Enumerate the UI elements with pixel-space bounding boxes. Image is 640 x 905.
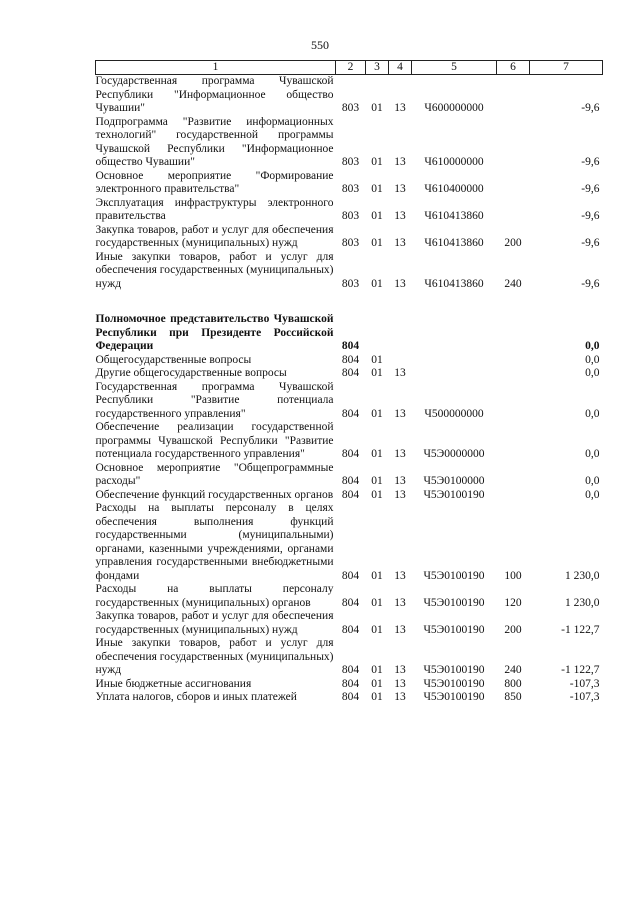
table-row bbox=[96, 421, 603, 462]
table-row bbox=[96, 691, 603, 705]
row-ministry-code: 804 bbox=[341, 448, 360, 460]
row-amount: -107,3 bbox=[569, 691, 600, 703]
row-section-code: 01 bbox=[371, 596, 383, 609]
row-ministry-code: 804 bbox=[341, 623, 360, 636]
row-amount: 0,0 bbox=[585, 488, 600, 501]
row-target-article: Ч610413860 bbox=[424, 237, 484, 249]
row-section-code: 01 bbox=[371, 367, 383, 379]
row-subsection-code bbox=[389, 354, 412, 368]
row-amount: 0,0 bbox=[585, 475, 600, 487]
row-name: Обеспечение реализации государственной программы Чувашской Республики "Развитие потенциала государственного управления" bbox=[95, 421, 334, 460]
row-name: Подпрограмма "Развитие информационных технологий" государственной программы Чувашской Республики "Информационное общество Чувашии" bbox=[95, 115, 334, 168]
row-ministry-code: 804 bbox=[341, 691, 360, 703]
row-ministry-code: 804 bbox=[341, 569, 360, 582]
row-section-code: 01 bbox=[371, 156, 383, 168]
row-section-code: 01 bbox=[371, 353, 383, 366]
row-subsection-code: 13 bbox=[394, 407, 406, 420]
column-header: 4 bbox=[389, 61, 412, 75]
row-subsection-code: 13 bbox=[394, 623, 406, 636]
table-row bbox=[96, 583, 603, 610]
row-subsection-code: 13 bbox=[394, 183, 406, 195]
row-expense-type bbox=[497, 75, 530, 116]
row-expense-type bbox=[497, 462, 530, 489]
row-subsection-code: 13 bbox=[394, 475, 406, 487]
row-expense-type bbox=[497, 170, 530, 197]
row-section-code: 01 bbox=[371, 488, 383, 501]
row-amount: 0,0 bbox=[585, 448, 600, 460]
row-expense-type bbox=[497, 313, 530, 354]
row-ministry-code: 804 bbox=[341, 367, 360, 379]
row-ministry-code: 803 bbox=[341, 277, 360, 290]
row-section-code: 01 bbox=[371, 407, 383, 420]
row-subsection-code: 13 bbox=[394, 210, 406, 222]
row-section-code: 01 bbox=[371, 664, 383, 676]
row-amount: -1 122,7 bbox=[561, 664, 600, 676]
row-ministry-code: 804 bbox=[341, 407, 360, 420]
row-name: Государственная программа Чувашской Республики "Информационное общество Чувашии" bbox=[95, 75, 334, 114]
table-row bbox=[96, 291, 603, 313]
row-name: Основное мероприятие "Формирование электронного правительства" bbox=[95, 169, 334, 195]
table-row bbox=[96, 224, 603, 251]
row-section-code: 01 bbox=[371, 691, 383, 703]
table-header bbox=[96, 61, 603, 75]
column-header: 7 bbox=[530, 61, 603, 75]
row-subsection-code: 13 bbox=[394, 156, 406, 168]
row-target-article: Ч5Э0100190 bbox=[423, 569, 485, 582]
row-name: Иные закупки товаров, работ и услуг для обеспечения государственных (муниципальных) нужд bbox=[95, 637, 334, 676]
row-amount: -1 122,7 bbox=[561, 623, 600, 636]
table-body bbox=[96, 75, 603, 705]
budget-table bbox=[95, 60, 603, 705]
row-expense-type: 200 bbox=[504, 623, 522, 636]
row-expense-type bbox=[497, 197, 530, 224]
column-header: 6 bbox=[497, 61, 530, 75]
row-subsection-code bbox=[389, 313, 412, 354]
row-spacer bbox=[96, 291, 603, 313]
row-subsection-code: 13 bbox=[394, 277, 406, 290]
table-row bbox=[96, 251, 603, 292]
row-amount: -107,3 bbox=[569, 677, 600, 690]
row-amount: 1 230,0 bbox=[565, 596, 600, 609]
row-target-article: Ч5Э0100190 bbox=[423, 677, 485, 690]
row-target-article: Ч610413860 bbox=[424, 277, 484, 290]
row-subsection-code: 13 bbox=[394, 569, 406, 582]
row-name: Закупка товаров, работ и услуг для обеспечения государственных (муниципальных) нужд bbox=[95, 610, 334, 636]
table-row bbox=[96, 170, 603, 197]
row-section-code: 01 bbox=[371, 475, 383, 487]
row-ministry-code: 804 bbox=[341, 677, 360, 690]
row-section-code: 01 bbox=[371, 677, 383, 690]
row-expense-type: 120 bbox=[504, 596, 522, 609]
row-expense-type: 850 bbox=[504, 691, 522, 703]
row-ministry-code: 804 bbox=[341, 488, 360, 501]
row-ministry-code: 804 bbox=[341, 353, 360, 366]
row-target-article: Ч5Э0100190 bbox=[423, 664, 485, 676]
column-header: 3 bbox=[366, 61, 389, 75]
row-target-article: Ч610400000 bbox=[424, 183, 484, 195]
row-expense-type bbox=[497, 116, 530, 170]
row-name: Обеспечение функций государственных органов bbox=[95, 488, 334, 501]
row-amount: 0,0 bbox=[585, 367, 600, 379]
row-expense-type bbox=[497, 489, 530, 503]
table-row bbox=[96, 381, 603, 422]
row-ministry-code: 804 bbox=[341, 664, 360, 676]
table-row bbox=[96, 197, 603, 224]
row-ministry-code: 803 bbox=[341, 183, 360, 195]
table-row bbox=[96, 502, 603, 583]
row-target-article bbox=[412, 367, 497, 381]
row-target-article: Ч5Э0100190 bbox=[423, 623, 485, 636]
row-expense-type: 200 bbox=[504, 237, 522, 249]
table-row bbox=[96, 678, 603, 692]
row-subsection-code: 13 bbox=[394, 664, 406, 676]
column-header: 1 bbox=[96, 61, 336, 75]
page-number: 550 bbox=[311, 38, 329, 52]
row-amount: -9,6 bbox=[581, 156, 600, 168]
row-name: Общегосударственные вопросы bbox=[95, 353, 252, 366]
row-section-code: 01 bbox=[371, 210, 383, 222]
row-name: Полномочное представительство Чувашской Республики при Президенте Российской Федерации bbox=[95, 313, 334, 352]
row-amount: 0,0 bbox=[585, 340, 600, 352]
row-subsection-code: 13 bbox=[394, 102, 406, 114]
row-expense-type: 800 bbox=[504, 677, 522, 690]
row-name: Расходы на выплаты персоналу в целях обеспечения выполнения функций государственными (муниципальными) органами, казенными учреждениями, органами управления государственными внебюджетными фондами bbox=[95, 502, 334, 582]
row-target-article: Ч610000000 bbox=[424, 156, 484, 168]
row-target-article: Ч500000000 bbox=[424, 407, 484, 420]
row-amount: 0,0 bbox=[585, 407, 600, 420]
row-name: Государственная программа Чувашской Республики "Развитие потенциала государственного управления" bbox=[95, 380, 334, 420]
row-amount: -9,6 bbox=[581, 277, 600, 290]
table-row bbox=[96, 489, 603, 503]
row-name: Иные бюджетные ассигнования bbox=[95, 677, 252, 690]
table-row bbox=[96, 354, 603, 368]
row-target-article: Ч5Э0100190 bbox=[423, 596, 485, 609]
row-section-code: 01 bbox=[371, 277, 383, 290]
row-name: Закупка товаров, работ и услуг для обеспечения государственных (муниципальных) нужд bbox=[95, 223, 334, 249]
row-ministry-code: 804 bbox=[341, 475, 360, 487]
row-subsection-code: 13 bbox=[394, 448, 406, 460]
row-amount: 0,0 bbox=[585, 353, 600, 366]
row-subsection-code: 13 bbox=[394, 677, 406, 690]
row-expense-type: 240 bbox=[504, 664, 522, 676]
row-amount: 1 230,0 bbox=[565, 569, 600, 582]
row-name: Расходы на выплаты персоналу государственных (муниципальных) органов bbox=[95, 583, 334, 609]
row-section-code bbox=[366, 313, 389, 354]
row-subsection-code: 13 bbox=[394, 596, 406, 609]
row-target-article: Ч600000000 bbox=[424, 102, 484, 114]
row-expense-type: 100 bbox=[504, 569, 522, 582]
row-subsection-code: 13 bbox=[394, 691, 406, 703]
row-expense-type bbox=[497, 367, 530, 381]
column-header: 2 bbox=[336, 61, 366, 75]
table-row bbox=[96, 462, 603, 489]
row-section-code: 01 bbox=[371, 183, 383, 195]
row-expense-type: 240 bbox=[504, 277, 522, 290]
row-ministry-code: 804 bbox=[341, 340, 360, 352]
row-target-article: Ч5Э0100190 bbox=[423, 488, 485, 501]
row-amount: -9,6 bbox=[581, 210, 600, 222]
row-subsection-code: 13 bbox=[394, 237, 406, 249]
row-name: Эксплуатация инфраструктуры электронного правительства bbox=[95, 196, 334, 222]
row-ministry-code: 803 bbox=[341, 102, 360, 114]
row-section-code: 01 bbox=[371, 623, 383, 636]
row-ministry-code: 803 bbox=[341, 156, 360, 168]
row-target-article bbox=[412, 354, 497, 368]
row-target-article bbox=[412, 313, 497, 354]
row-amount: -9,6 bbox=[581, 237, 600, 249]
table-row bbox=[96, 637, 603, 678]
row-section-code: 01 bbox=[371, 102, 383, 114]
table-row bbox=[96, 313, 603, 354]
row-target-article: Ч5Э0100190 bbox=[423, 691, 485, 703]
row-expense-type bbox=[497, 381, 530, 422]
row-ministry-code: 803 bbox=[341, 237, 360, 249]
row-target-article: Ч610413860 bbox=[424, 210, 484, 222]
table-row bbox=[96, 610, 603, 637]
row-name: Уплата налогов, сборов и иных платежей bbox=[95, 691, 297, 703]
row-name: Другие общегосударственные вопросы bbox=[95, 367, 287, 379]
column-header: 5 bbox=[412, 61, 497, 75]
row-section-code: 01 bbox=[371, 237, 383, 249]
row-section-code: 01 bbox=[371, 448, 383, 460]
table-row bbox=[96, 116, 603, 170]
row-section-code: 01 bbox=[371, 569, 383, 582]
row-target-article: Ч5Э0000000 bbox=[423, 448, 485, 460]
row-ministry-code: 803 bbox=[341, 210, 360, 222]
row-name: Иные закупки товаров, работ и услуг для обеспечения государственных (муниципальных) нужд bbox=[95, 250, 334, 290]
row-ministry-code: 804 bbox=[341, 596, 360, 609]
row-subsection-code: 13 bbox=[394, 488, 406, 501]
row-expense-type bbox=[497, 354, 530, 368]
row-name: Основное мероприятие "Общепрограммные расходы" bbox=[95, 461, 334, 487]
row-target-article: Ч5Э0100000 bbox=[423, 475, 485, 487]
table-row bbox=[96, 367, 603, 381]
row-amount: -9,6 bbox=[581, 183, 600, 195]
row-expense-type bbox=[497, 421, 530, 462]
row-subsection-code: 13 bbox=[394, 367, 406, 379]
table-row bbox=[96, 75, 603, 116]
row-amount: -9,6 bbox=[581, 102, 600, 114]
